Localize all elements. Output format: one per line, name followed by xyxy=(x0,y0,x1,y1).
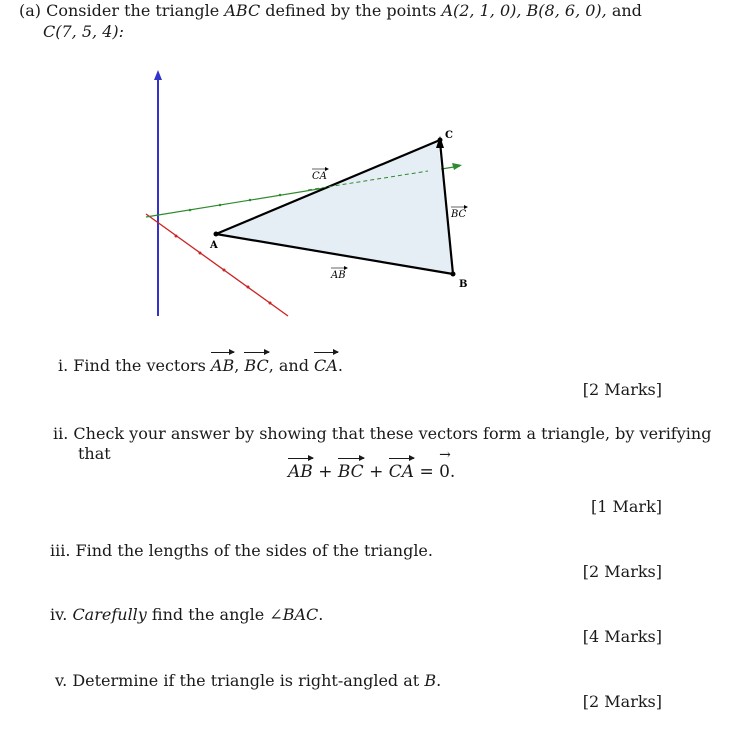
point-a-coords: A(2, 1, 0), xyxy=(441,1,527,20)
question-label: iv. xyxy=(50,605,68,624)
eq-vector-bc: BC xyxy=(337,462,364,482)
intro-text-2: defined by the points xyxy=(260,1,442,20)
question-text: Find the lengths of the sides of the triangle. xyxy=(75,541,433,560)
question-text: Determine if the triangle is right-angled at xyxy=(72,671,425,690)
marks-i: [2 Marks] xyxy=(582,380,662,399)
question-iii xyxy=(50,541,433,560)
separator: , and xyxy=(268,356,315,375)
question-label: ii. xyxy=(53,424,69,443)
label-c: C xyxy=(445,130,453,141)
intro-and: and xyxy=(606,1,642,20)
label-ab-group xyxy=(330,266,348,281)
question-label: iii. xyxy=(50,541,71,560)
vector-ab: AB xyxy=(210,356,235,375)
question-i xyxy=(58,356,343,375)
separator: , xyxy=(234,356,245,375)
problem-intro xyxy=(19,0,642,42)
vector-ca: CA xyxy=(314,356,338,375)
vector-sum-equation xyxy=(288,462,455,482)
period: . xyxy=(449,462,456,482)
angle-bac: ∠BAC xyxy=(269,605,319,624)
point-c-coords: C(7, 5, 4): xyxy=(43,22,124,41)
triangle-name: ABC xyxy=(224,1,261,20)
marks-iv: [4 Marks] xyxy=(582,627,662,646)
question-text: Find the vectors xyxy=(73,356,211,375)
point-b-coords: B(8, 6, 0), xyxy=(526,1,607,20)
part-label: (a) xyxy=(19,1,42,20)
question-v xyxy=(55,671,441,690)
question-iv xyxy=(50,605,323,624)
question-text: find the angle xyxy=(146,605,270,624)
question-ii xyxy=(53,424,711,443)
zero-vector: → 0 xyxy=(439,462,450,482)
label-bc-group xyxy=(450,205,468,220)
label-b: B xyxy=(459,279,468,290)
period: . xyxy=(436,671,442,690)
vertex-c xyxy=(438,138,443,143)
label-a: A xyxy=(210,240,218,251)
question-label: i. xyxy=(58,356,69,375)
point-b: B xyxy=(424,671,437,690)
vertex-a xyxy=(214,232,219,237)
label-ca: CA xyxy=(312,171,327,182)
label-ca-group xyxy=(312,167,329,182)
emphasis-carefully: Carefully xyxy=(72,605,147,624)
question-text: Check your answer by showing that these vectors form a triangle, by verifying xyxy=(73,424,712,443)
marks-ii: [1 Mark] xyxy=(590,497,662,516)
intro-line-2 xyxy=(19,21,642,42)
label-bc: BC xyxy=(451,209,467,220)
question-ii-cont: that xyxy=(78,444,111,463)
plus: + xyxy=(369,462,384,482)
eq-vector-ca: CA xyxy=(388,462,415,482)
y-axis-arrow xyxy=(452,163,462,170)
triangle-3d-figure xyxy=(138,66,478,328)
question-label: v. xyxy=(55,671,68,690)
intro-line-1 xyxy=(19,0,642,21)
period: . xyxy=(337,356,343,375)
z-axis-arrow xyxy=(154,70,162,80)
plus: + xyxy=(318,462,333,482)
eq-vector-ab: AB xyxy=(288,462,313,482)
label-ab: AB xyxy=(331,270,346,281)
intro-text: Consider the triangle xyxy=(46,1,225,20)
marks-iii: [2 Marks] xyxy=(582,562,662,581)
marks-v: [2 Marks] xyxy=(582,692,662,711)
vertex-b xyxy=(451,272,456,277)
period: . xyxy=(318,605,324,624)
equals: = xyxy=(419,462,434,482)
vector-bc: BC xyxy=(244,356,269,375)
